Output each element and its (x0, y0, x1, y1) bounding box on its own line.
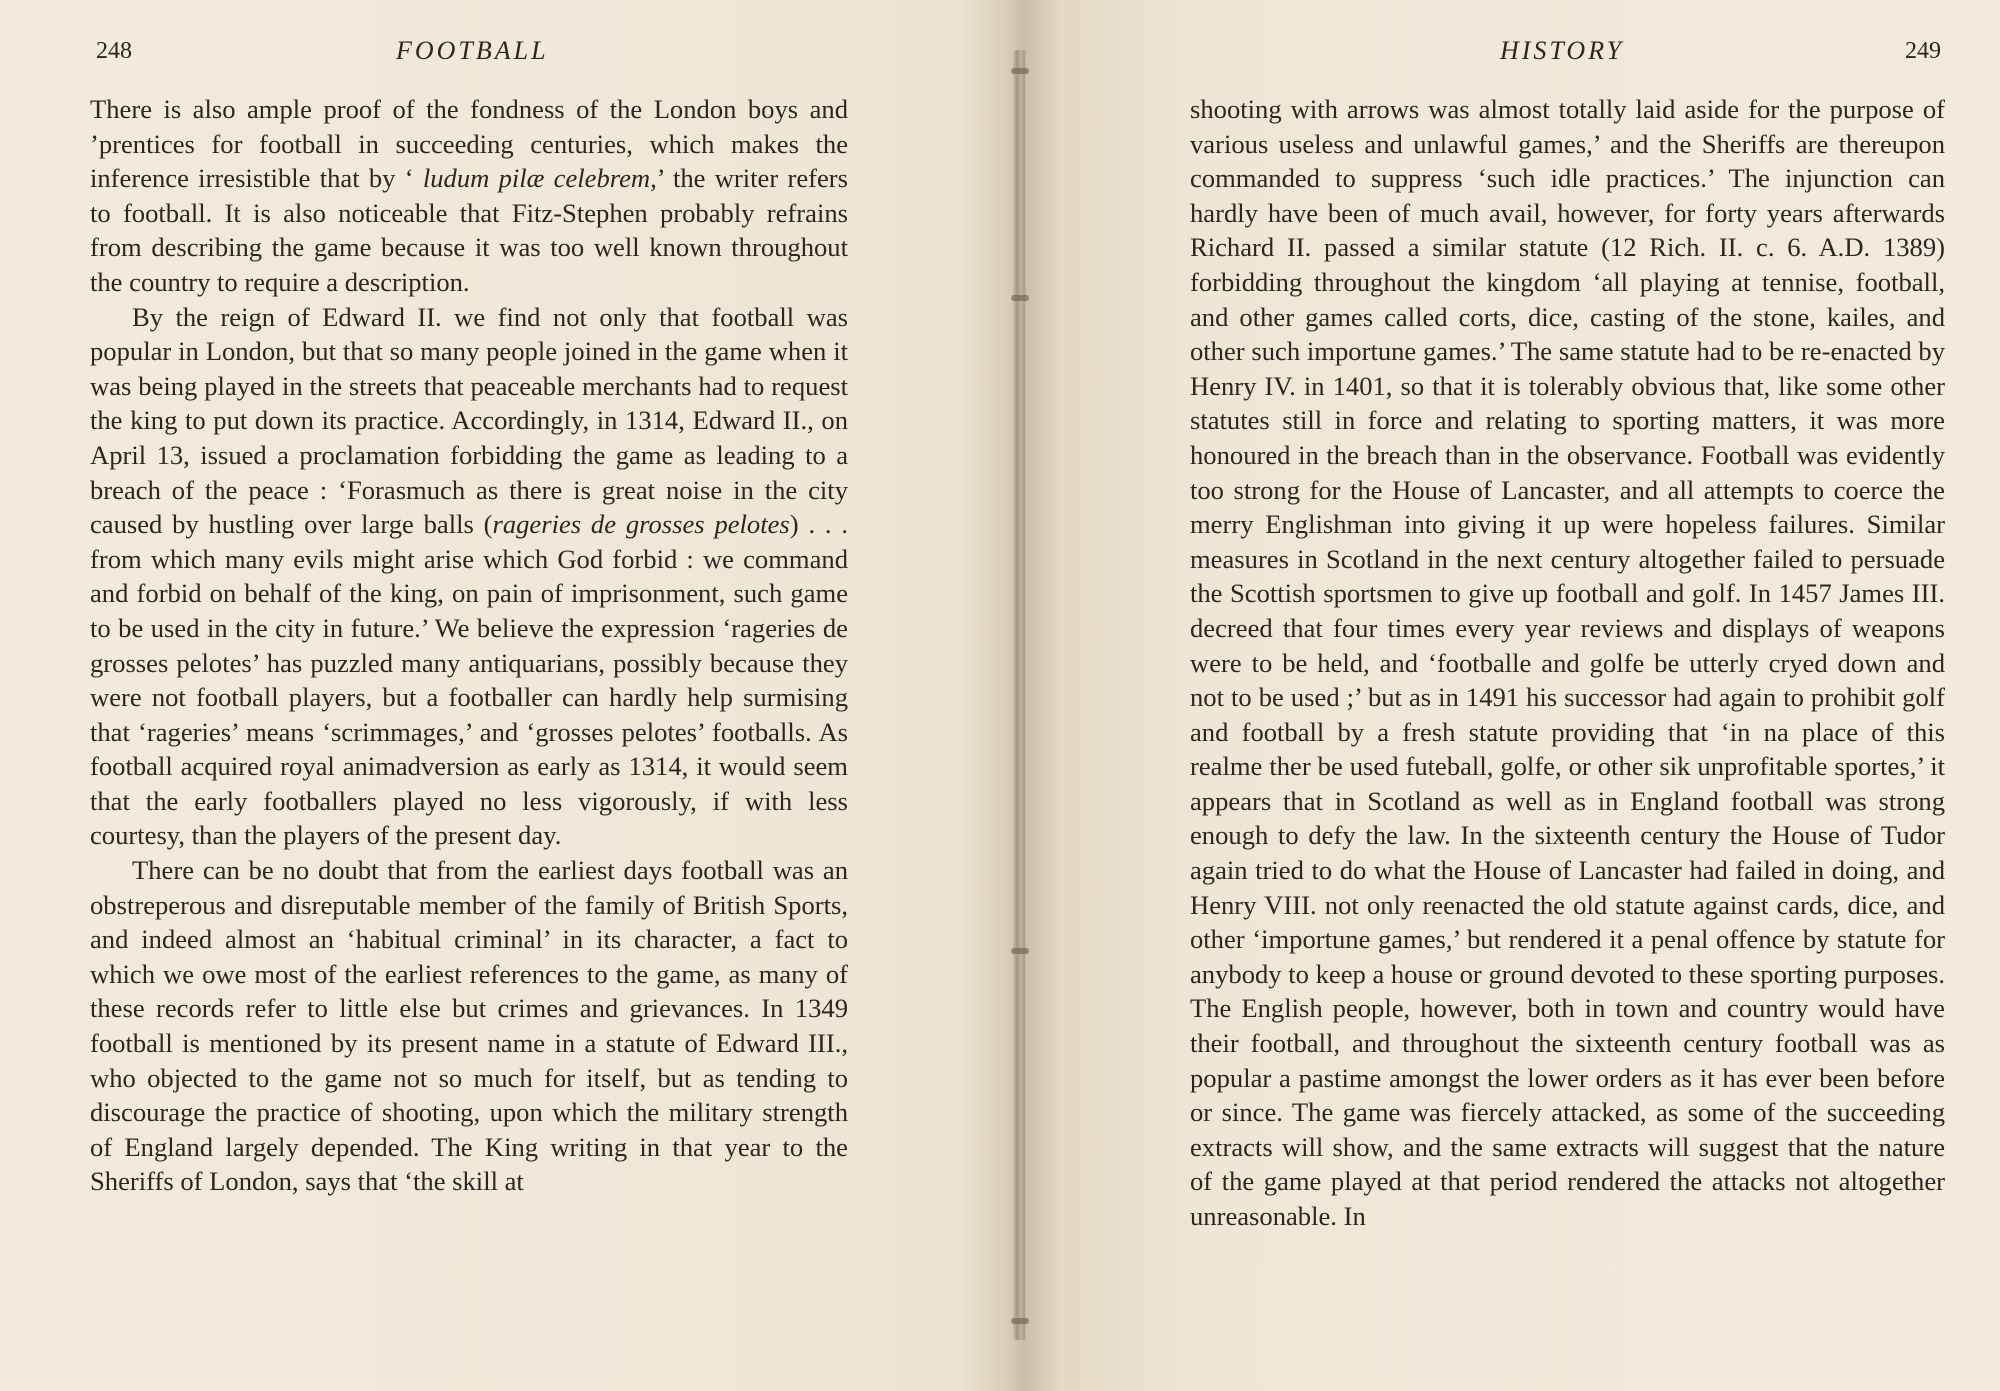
text-run: There can be no doubt that from the earliest days football was an obstreperous and disreputable member of the family of British Sports, and indeed almost an ‘habitual criminal’ in its character, a fact to which we owe most of the earliest references to the game, as many of these records refer to little else but crimes and grievances. In 1349 football is mentioned by its present name in a statute of Edward III., who objected to the game not so much for itself, but as tending to discourage the practice of shooting, upon which the military strength of England largely depended. The King writing in that year to the Sheriffs of London, says that ‘the skill at (90, 855, 848, 1197)
italic-phrase: rageries de grosses pelotes (492, 509, 790, 540)
page-number-right: 249 (1905, 38, 1941, 64)
text-run: ’ the writer refers to football. It is also noticeable that Fitz-Stephen probably refrains from describing the game because it was too well known throughout the country to require a description. (90, 163, 848, 297)
text-run: There is also ample proof of the fondness of the London boys and ’prentices for football in succeeding centuries, which makes the inference irresistible that by ‘ (90, 94, 848, 194)
left-body-text (90, 92, 848, 1199)
paragraph (90, 853, 848, 1199)
paragraph (90, 300, 848, 854)
running-head-left: FOOTBALL (396, 36, 549, 65)
text-run: ) . . . from which many evils might arise which God forbid : we command and forbid on behalf of the king, on pain of imprisonment, such game to be used in the city in future.’ We believe the expression ‘rageries de grosses pelotes’ has puzzled many antiquarians, possibly because they were not football players, but a footballer can hardly help surmising that ‘rageries’ means ‘scrimmages,’ and ‘grosses pelotes’ footballs. As football acquired royal animadversion as early as 1314, it would seem that the early footballers played no less vigorously, if with less courtesy, than the players of the present day. (90, 509, 848, 851)
paragraph (90, 92, 848, 300)
paragraph (1190, 92, 1945, 1234)
text-run: By the reign of Edward II. we find not only that football was popular in London, but that so many people joined in the game when it was being played in the streets that peaceable merchants had to request the king to put down its practice. Accordingly, in 1314, Edward II., on April 13, issued a proclamation forbidding the game as leading to a breach of the peace : ‘Forasmuch as there is great noise in the city caused by hustling over large balls ( (90, 301, 848, 540)
right-page (1000, 0, 2000, 1391)
right-body-text (1190, 92, 1945, 1234)
page-number-left: 248 (96, 38, 132, 64)
text-run: shooting with arrows was almost totally laid aside for the purpose of various useless and unlawful games,’ and the Sheriffs are thereupon commanded to suppress ‘such idle practices.’ The injunction can hardly have been of much avail, however, for forty years afterwards Richard II. passed a similar statute (12 Rich. II. c. 6. A.D. 1389) forbidding throughout the kingdom ‘all playing at tennise, football, and other games called corts, dice, casting of the stone, kailes, and other such importune games.’ The same statute had to be re-enacted by Henry IV. in 1401, so that it is tolerably obvious that, like some other statutes still in force and relating to sporting matters, it was more honoured in the breach than in the observance. Football was evidently too strong for the House of Lancaster, and all attempts to coerce the merry Englishman into giving it up were hopeless failures. Similar measures in Scotland in the next century altogether failed to persuade the Scottish sportsmen to give up football and golf. In 1457 James III. decreed that four times every year reviews and displays of weapons were to be held, and ‘footballe and golfe be utterly cryed down and not to be used ;’ but as in 1491 his successor had again to prohibit golf and football by a fresh statute providing that ‘in na place of this realme ther be used futeball, golfe, or other sik unprofitable sportes,’ it appears that in Scotland as well as in England football was strong enough to defy the law. In the sixteenth century the House of Tudor again tried to do what the House of Lancaster had failed in doing, and Henry VIII. not only reenacted the old statute against cards, dice, and other ‘importune games,’ but rendered it a penal offence by statute for anybody to keep a house or ground devoted to these sporting purposes. The English people, however, both in town and country would have their football, and throughout the sixteenth century football was as popular a pastime amongst the lower orders as it has ever been before or since. The game was fiercely attacked, as some of the succeeding extracts will show, and the same extracts will suggest that the nature of the game played at that period rendered the attacks not altogether unreasonable. In (1190, 94, 1945, 1231)
running-head-right: HISTORY (1500, 36, 1625, 65)
italic-phrase: ludum pilæ celebrem, (422, 163, 657, 194)
